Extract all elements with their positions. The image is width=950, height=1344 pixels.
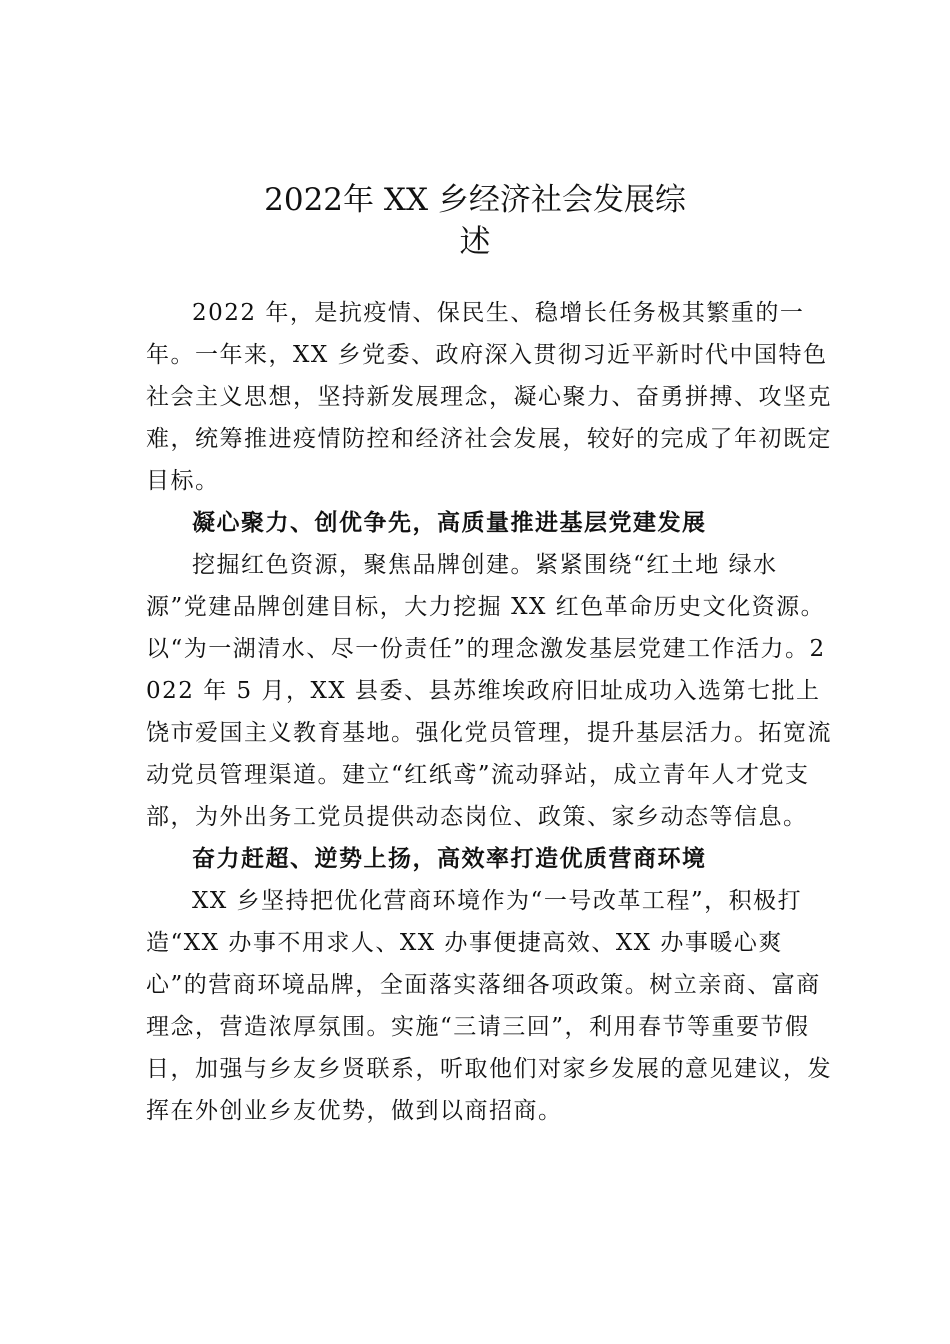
section-heading-party-building: 凝心聚力、创优争先，高质量推进基层党建发展 [192, 509, 707, 536]
title-line-2: 述 [459, 223, 491, 260]
title-line-1: 2022年 XX 乡经济社会发展综 [264, 181, 686, 218]
intro-paragraph: 2022 年，是抗疫情、保民生、稳增长任务极其繁重的一年。一年来，XX 乡党委、政府深入贯彻习近平新时代中国特色社会主义思想，坚持新发展理念，凝心聚力、奋勇拼搏、攻坚克难，统筹推进疫情防控和经济社会发展，较好的完成了年初既定目标。 [146, 300, 832, 494]
document-body [146, 292, 836, 1132]
business-environment-paragraph: XX 乡坚持把优化营商环境作为“一号改革工程”，积极打造“XX 办事不用求人、XX 办事便捷高效、XX 办事暖心爽心”的营商环境品牌，全面落实落细各项政策。树立亲商、富商理念，营造浓厚氛围。实施“三请三回”，利用春节等重要节假日，加强与乡友乡贤联系，听取他们对家乡发展的意见建议，发挥在外创业乡友优势，做到以商招商。 [146, 888, 832, 1124]
section-heading-business-environment: 奋力赶超、逆势上扬，高效率打造优质营商环境 [192, 845, 707, 872]
document-title [0, 179, 950, 263]
party-building-paragraph: 挖掘红色资源，聚焦品牌创建。紧紧围绕“红土地 绿水源”党建品牌创建目标，大力挖掘 XX 红色革命历史文化资源。以“为一湖清水、尽一份责任”的理念激发基层党建工作活力。2022 年 5 月，XX 县委、县苏维埃政府旧址成功入选第七批上饶市爱国主义教育基地。强化党员管理，提升基层活力。拓宽流动党员管理渠道。建立“红纸鸢”流动驿站，成立青年人才党支部，为外出务工党员提供动态岗位、政策、家乡动态等信息。 [146, 552, 832, 830]
